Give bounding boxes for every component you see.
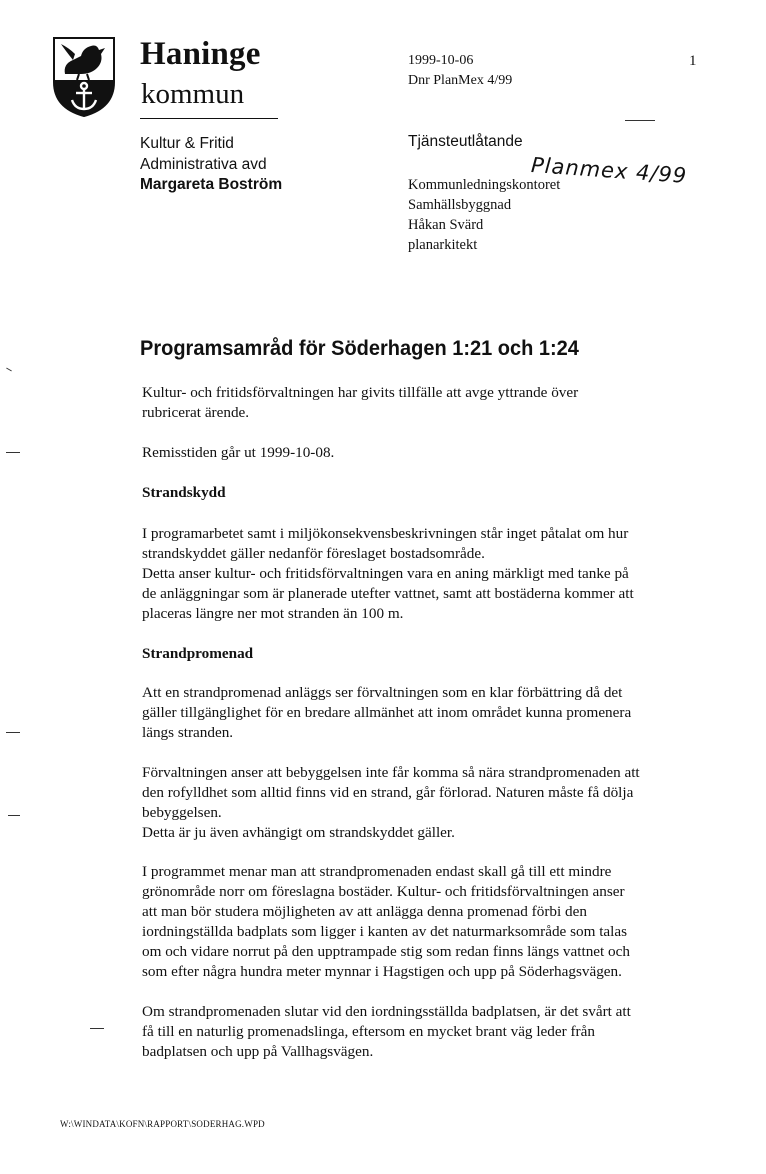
municipality-coat-of-arms-logo bbox=[51, 36, 117, 118]
section-heading-strandskydd: Strandskydd bbox=[142, 484, 226, 501]
text-line: som efter några hundra meter mynnar i Hagstigen och upp på Söderhagsvägen. bbox=[142, 963, 622, 980]
paragraph-strandpromenad-4 bbox=[142, 1002, 722, 1062]
scan-speck bbox=[6, 732, 20, 733]
page-number: 1 bbox=[689, 53, 697, 69]
text-line: Att en strandpromenad anläggs ser förvaltningen som en klar förbättring då det bbox=[142, 684, 623, 701]
text-line: rubricerat ärende. bbox=[142, 404, 250, 421]
contact-name: Margareta Boström bbox=[140, 176, 283, 193]
registration-number: Dnr PlanMex 4/99 bbox=[408, 73, 513, 88]
file-path-footer: W:\WINDATA\KOFN\RAPPORT\SODERHAG.WPD bbox=[60, 1119, 265, 1129]
text-line: den rofylldhet som alltid finns vid en strand, går förlorad. Naturen måste få dölja bbox=[142, 784, 634, 801]
scan-speck bbox=[6, 452, 20, 453]
department-line: Kultur & Fritid bbox=[140, 135, 234, 152]
scan-speck bbox=[90, 1028, 104, 1029]
paragraph-strandskydd bbox=[142, 524, 722, 624]
text-line: Om strandpromenaden slutar vid den iordningsställda badplatsen, är det svårt att bbox=[142, 1003, 631, 1020]
text-line: att man bör studera möjligheten av att anlägga denna promenad förbi den bbox=[142, 903, 587, 920]
text-line: de anläggningar som är planerade utefter vattnet, samt att bostäderna kommer att bbox=[142, 585, 634, 602]
text-line: I programmet menar man att strandpromenaden endast skall gå till ett mindre bbox=[142, 863, 612, 880]
text-line: Förvaltningen anser att bebyggelsen inte får komma så nära strandpromenaden att bbox=[142, 764, 640, 781]
paragraph-intro bbox=[142, 383, 722, 423]
recipient-line: planarkitekt bbox=[408, 237, 478, 253]
recipient-line: Kommunledningskontoret bbox=[408, 177, 561, 193]
text-line: badplatsen och upp på Vallhagsvägen. bbox=[142, 1043, 374, 1060]
text-line: placeras längre ner mot stranden än 100 m. bbox=[142, 605, 404, 622]
section-heading-strandpromenad: Strandpromenad bbox=[142, 645, 254, 662]
text-line: få till en naturlig promenadslinga, eftersom en mycket brant väg leder från bbox=[142, 1023, 595, 1040]
text-line: bebyggelsen. bbox=[142, 804, 222, 821]
scan-speck bbox=[8, 815, 20, 816]
text-line: Kultur- och fritidsförvaltningen har givits tillfälle att avge yttrande över bbox=[142, 384, 579, 401]
organization-name: Haninge bbox=[140, 36, 261, 72]
scan-speck bbox=[625, 120, 655, 121]
recipient-line: Samhällsbyggnad bbox=[408, 197, 512, 213]
document-title: Programsamråd för Söderhagen 1:21 och 1:24 bbox=[140, 336, 579, 360]
paragraph-strandpromenad-1 bbox=[142, 683, 722, 743]
scan-speck bbox=[6, 368, 12, 372]
handwritten-annotation: Planmex 4/99 bbox=[530, 153, 688, 188]
text-line: gäller tillgänglighet för en bredare allmänhet att inom området kunna promenera bbox=[142, 704, 632, 721]
paragraph-strandpromenad-3 bbox=[142, 862, 722, 982]
document-date: 1999-10-06 bbox=[408, 53, 474, 68]
text-line: Detta är ju även avhängigt om strandskyddet gäller. bbox=[142, 824, 455, 841]
department-line: Administrativa avd bbox=[140, 155, 267, 173]
department-block bbox=[140, 134, 282, 196]
paragraph-remiss: Remisstiden går ut 1999-10-08. bbox=[142, 444, 335, 461]
text-line: I programarbetet samt i miljökonsekvensbeskrivningen står inget påtalat om hur bbox=[142, 525, 629, 542]
recipient-line: Håkan Svärd bbox=[408, 217, 484, 233]
text-line: iordningställda badplats som ligger i kanten av det naturmarksområde som talas bbox=[142, 923, 628, 940]
letterhead-rule bbox=[140, 118, 278, 119]
organization-subtitle: kommun bbox=[141, 78, 245, 110]
text-line: strandskyddet gäller nedanför föreslaget bostadsområde. bbox=[142, 545, 485, 562]
text-line: Detta anser kultur- och fritidsförvaltningen vara en aning märkligt med tanke på bbox=[142, 565, 629, 582]
paragraph-strandpromenad-2 bbox=[142, 763, 722, 843]
text-line: grönområde norr om föreslagna bostäder. Kultur- och fritidsförvaltningen anser bbox=[142, 883, 625, 900]
text-line: om och vidare norrut på den upptrampade stig som redan finns längs vattnet och bbox=[142, 943, 630, 960]
text-line: längs stranden. bbox=[142, 724, 234, 741]
document-type: Tjänsteutlåtande bbox=[408, 133, 523, 150]
recipient-block bbox=[408, 175, 560, 255]
